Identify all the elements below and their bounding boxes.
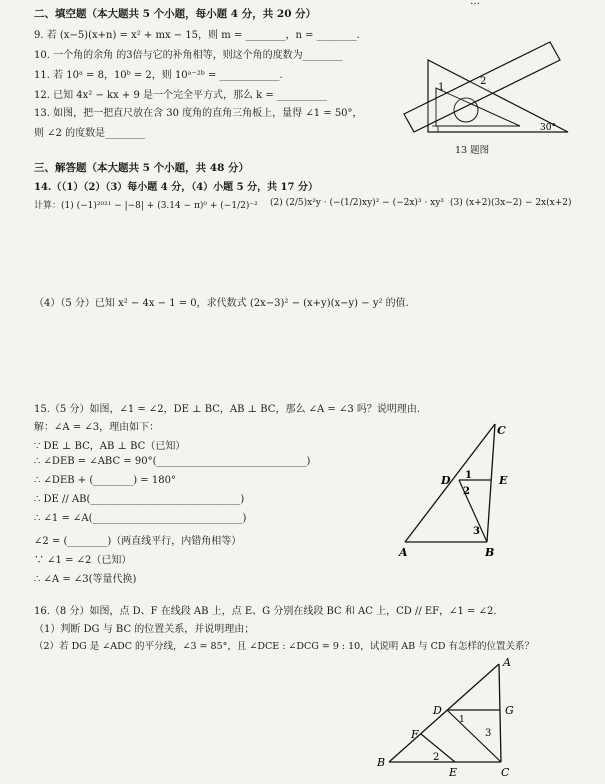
q15-line-5: ∴ ∠1 = ∠A(______________________________) [34,513,247,524]
q15-line-1: ∵ DE ⊥ BC，AB ⊥ BC（已知） [34,441,186,452]
fig15-label-C: C [497,424,506,437]
question-14-part3: (3) (x+2)(3x−2) − 2x(x+2) [450,198,572,208]
q15-line-4: ∴ DE // AB(______________________________) [34,494,245,505]
fig15-label-E: E [499,474,508,487]
question-10: 10. 一个角的余角 的3倍与它的补角相等，则这个角的度数为________ [34,50,343,61]
line-BC [487,424,495,542]
question-13-line2: 则 ∠2 的度数是________ [34,128,146,139]
figure-15-svg [395,420,520,560]
fig16-label-F: F [411,728,419,741]
fig15-angle-2: 2 [463,486,470,497]
fig13-angle-30: 30° [540,123,556,133]
question-14-header: 14.（（1）（2）（3）每小题 4 分，（4）小题 5 分，共 17 分） [34,182,318,193]
fig16-label-C: C [501,766,510,779]
question-16-header: 16.（8 分）如图，点 D、F 在线段 AB 上，点 E、G 分别在线段 BC 和 AC 上，CD // EF，∠1 = ∠2. [34,606,497,617]
question-13-line1: 13. 如图，把一把直尺放在含 30 度角的直角三角板上，量得 ∠1 = 50°， [34,108,363,119]
question-14-part2: (2) (2/5)x²y · (−(1/2)xy)² − (−2x)³ · xy³ [270,198,444,208]
q15-line-8: ∴ ∠A = ∠3(等量代换) [34,574,137,585]
top-fragment: … [470,0,480,7]
line-AB [389,664,499,762]
question-16-part2: （2）若 DG 是 ∠ADC 的平分线，∠3 = 85°，且 ∠DCE : ∠DCG = 9 : 10，试说明 AB 与 CD 有怎样的位置关系？ [34,641,535,652]
question-14-part1: 计算：(1) (−1)²⁰²¹ − |−8| + (3.14 − π)⁰ + (−1/2)⁻² [34,201,258,211]
fig16-angle-2: 2 [433,752,440,763]
q15-line-6: ∠2 = (________)（两直线平行，内错角相等） [34,536,242,547]
q15-line-0: 解：∠A = ∠3，理由如下： [34,422,160,433]
figure-13-svg [400,30,575,138]
fig16-label-E: E [449,766,458,779]
figure-13 [400,30,575,138]
section2-title: 二、填空题（本大题共 5 个小题，每小题 4 分，共 20 分） [34,8,317,20]
question-16-part1: （1）判断 DG 与 BC 的位置关系，并说明理由； [34,624,255,635]
figure-16-svg [375,650,525,780]
fig15-label-B: B [485,546,495,559]
figure-16 [375,650,525,780]
fig16-label-D: D [433,704,442,717]
question-12: 12. 已知 4x² − kx + 9 是一个完全平方式，那么 k = __________ [34,90,327,101]
fig15-label-A: A [399,546,408,559]
fig16-label-A: A [503,656,511,669]
fig16-angle-3: 3 [485,728,492,739]
figure-15 [395,420,520,560]
fig13-angle-1: 1 [438,82,445,93]
section3-title: 三、解答题（本大题共 5 个小题，共 48 分） [34,162,250,174]
fig15-label-D: D [441,474,451,487]
question-15-header: 15.（5 分）如图，∠1 = ∠2，DE ⊥ BC，AB ⊥ BC，那么 ∠A = ∠3 吗？说明理由. [34,404,421,415]
question-9: 9. 若 (x−5)(x+n) = x² + mx − 15，则 m = ________，n = ________. [34,30,360,41]
fig15-angle-3: 3 [473,526,480,537]
fig16-angle-1: 1 [459,715,465,725]
question-14-part4: （4）（5 分）已知 x² − 4x − 1 = 0，求代数式 (2x−3)² − (x+y)(x−y) − y² 的值. [34,298,409,309]
figure-13-caption: 13 题图 [455,145,490,156]
q15-line-7: ∵ ∠1 = ∠2（已知） [34,555,132,566]
question-11: 11. 若 10ᵃ = 8，10ᵇ = 2，则 10ᵃ⁻²ᵇ = ____________. [34,70,283,81]
q15-line-2: ∴ ∠DEB = ∠ABC = 90°(______________________________) [34,456,311,467]
ruler [404,42,560,132]
fig16-label-G: G [505,704,514,717]
line-AC [499,664,501,762]
q15-line-3: ∴ ∠DEB + (________) = 180° [34,475,176,486]
line-CD [447,710,501,762]
fig16-label-B: B [377,756,386,769]
fig15-angle-1: 1 [465,470,472,481]
right-angle-mark [432,126,438,132]
fig13-angle-2: 2 [480,76,487,87]
